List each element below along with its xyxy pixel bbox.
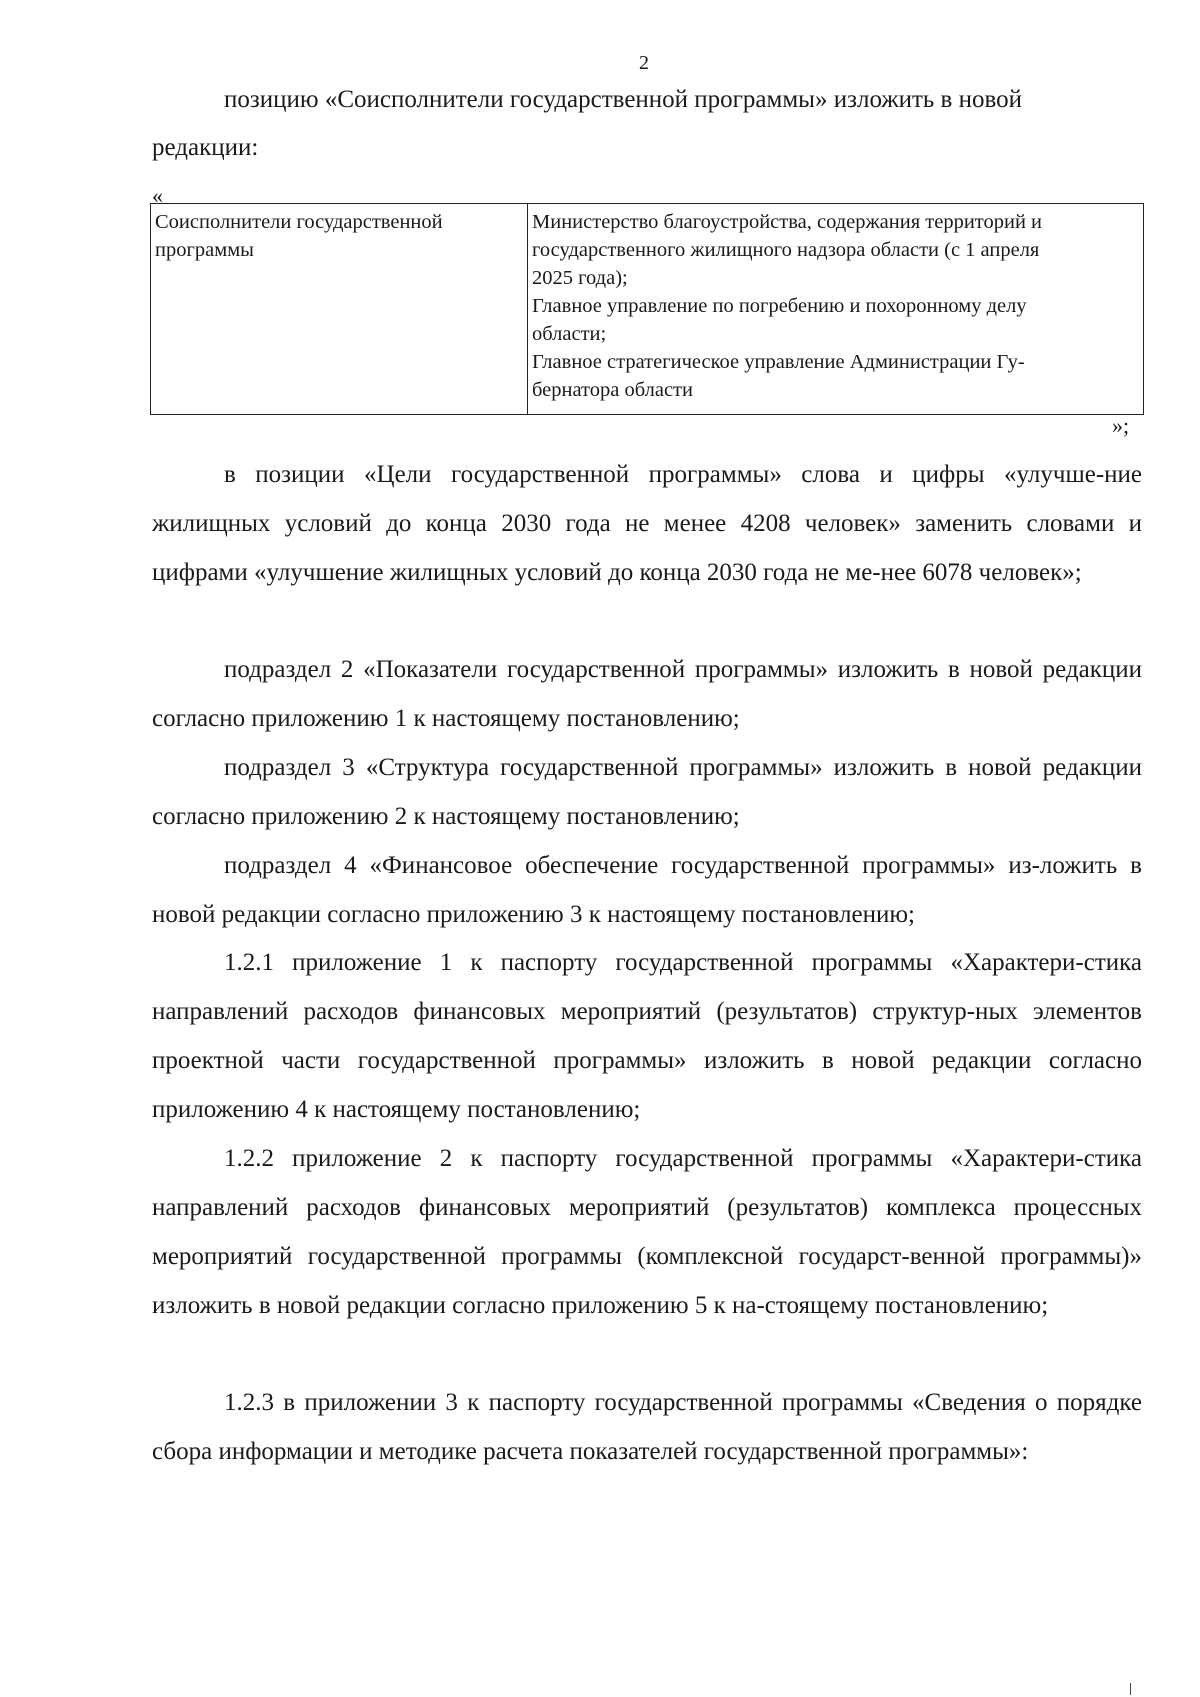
- scan-edge-mark: [1130, 1683, 1131, 1695]
- intro-line-2: редакции:: [152, 134, 259, 161]
- paragraph-subsection-3: подраздел 3 «Структура государственной программы» изложить в новой редакции согласно приложению 2 к настоящему постановлению;: [152, 754, 1142, 830]
- paragraph-subsection-2: подраздел 2 «Показатели государственной программы» изложить в новой редакции согласно приложению 1 к настоящему постановлению;: [152, 656, 1142, 732]
- table-row: [151, 204, 1144, 415]
- paragraph-1-2-3: 1.2.3 в приложении 3 к паспорту государственной программы «Сведения о порядке сбора информации и методике расчета показателей государственной программы»:: [152, 1389, 1142, 1465]
- page-number: 2: [639, 52, 649, 74]
- paragraph-1-2-1: 1.2.1 приложение 1 к паспорту государственной программы «Характери-стика направлений расходов финансовых мероприятий (результатов) структур-ных элементов проектной части государственной программы» изложить в новой редакции согласно приложению 4 к настоящему постановлению;: [152, 949, 1142, 1123]
- cell-line: Главное управление по погребению и похоронному делу: [532, 295, 1027, 317]
- cell-line: программы: [155, 239, 254, 261]
- opening-quote-mark: «: [152, 183, 163, 208]
- cell-line: государственного жилищного надзора области (с 1 апреля: [532, 239, 1040, 261]
- cell-line: области;: [532, 323, 607, 345]
- paragraph-subsection-4: подраздел 4 «Финансовое обеспечение государственной программы» из-ложить в новой редакции согласно приложению 3 к настоящему постановлению;: [152, 852, 1142, 928]
- coexecutors-table: [150, 203, 1144, 415]
- paragraph-goals: в позиции «Цели государственной программы» слова и цифры «улучше-ние жилищных условий до конца 2030 года не менее 4208 человек» заменить словами и цифрами «улучшение жилищных условий до конца 2030 года не ме-нее 6078 человек»;: [152, 461, 1142, 586]
- cell-line: 2025 года);: [532, 267, 628, 289]
- cell-line: Министерство благоустройства, содержания территорий и: [532, 211, 1043, 233]
- paragraph-1-2-2: 1.2.2 приложение 2 к паспорту государственной программы «Характери-стика направлений расходов финансовых мероприятий (результатов) комплекса процессных мероприятий государственной программы (комплексной государст-венной программы)» изложить в новой редакции согласно приложению 5 к на-стоящему постановлению;: [152, 1145, 1142, 1319]
- cell-line: Главное стратегическое управление Администрации Гу-: [532, 351, 1025, 373]
- intro-line-1: позицию «Соисполнители государственной программы» изложить в новой: [224, 86, 1022, 113]
- table-cell-label: [151, 204, 528, 415]
- intro-paragraph: [152, 75, 1142, 124]
- cell-line: Соисполнители государственной: [155, 211, 443, 233]
- table-cell-value: [528, 204, 1144, 415]
- closing-quote-mark: »;: [1112, 413, 1130, 438]
- intro-paragraph-continuation: [152, 123, 1142, 172]
- cell-line: бернатора области: [532, 379, 693, 401]
